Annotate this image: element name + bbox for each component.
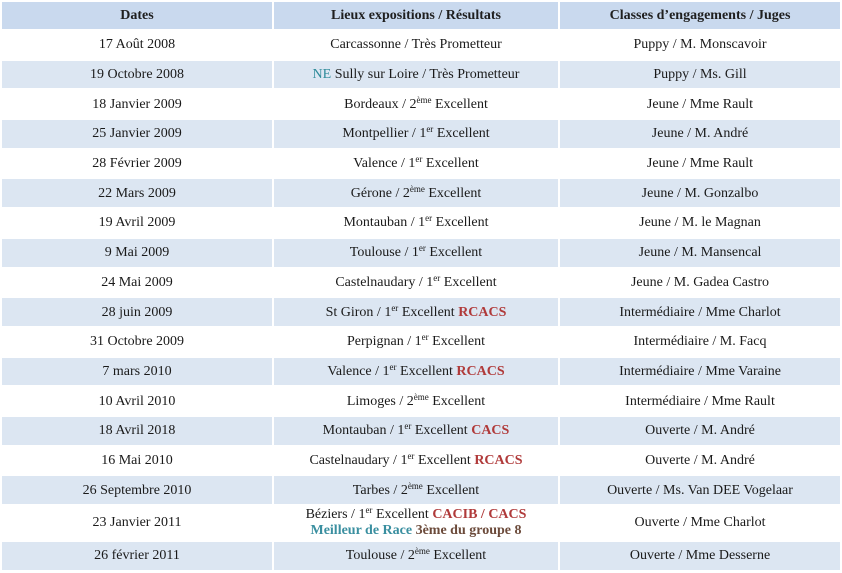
cell-date: 23 Janvier 2011 <box>2 506 272 540</box>
cell-result: Montauban / 1er Excellent <box>274 209 558 237</box>
place-label: Toulouse <box>349 245 401 261</box>
cell-result: Montauban / 1er Excellent CACS <box>274 417 558 445</box>
cell-date: 17 Août 2008 <box>2 31 272 59</box>
cell-class-judge: Jeune / M. André <box>560 120 840 148</box>
title-badge: RCACS <box>456 363 505 379</box>
place-label: Valence <box>327 363 372 379</box>
rank-label: 2 <box>400 482 408 498</box>
cell-date: 7 mars 2010 <box>2 358 272 386</box>
place-label: Perpignan <box>346 334 404 350</box>
rank-suffix: er <box>404 421 412 432</box>
rank-suffix: er <box>389 361 397 372</box>
cell-date: 18 Avril 2018 <box>2 417 272 445</box>
rank-label: 1 <box>358 507 366 522</box>
cell-class-judge: Jeune / Mme Rault <box>560 90 840 118</box>
table-body <box>2 31 840 570</box>
rank-label: 1 <box>397 423 405 439</box>
cell-date: 28 juin 2009 <box>2 298 272 326</box>
rank-label: 1 <box>400 452 408 468</box>
cell-date: 19 Avril 2009 <box>2 209 272 237</box>
cell-date: 10 Avril 2010 <box>2 387 272 415</box>
cell-result: Valence / 1er Excellent <box>274 150 558 178</box>
table-row <box>2 506 840 540</box>
table-row <box>2 358 840 386</box>
rank-suffix: er <box>426 124 434 135</box>
cell-date: 31 Octobre 2009 <box>2 328 272 356</box>
rank-suffix: er <box>418 243 426 254</box>
rank-label: 2 <box>407 548 415 564</box>
table-row <box>2 209 840 237</box>
table-row <box>2 90 840 118</box>
place-label: Montpellier <box>342 126 409 142</box>
cell-class-judge: Jeune / M. Gadea Castro <box>560 269 840 297</box>
place-label: Béziers <box>305 507 348 522</box>
place-label: Sully sur Loire <box>334 67 419 83</box>
cell-class-judge: Ouverte / Mme Desserne <box>560 542 840 570</box>
place-label: Castelnaudary <box>309 452 390 468</box>
rank-label: 1 <box>419 126 427 142</box>
header-dates: Dates <box>2 2 272 29</box>
place-label: Castelnaudary <box>335 274 416 290</box>
result-label: Excellent <box>401 304 455 320</box>
cell-class-judge: Intermédiaire / Mme Varaine <box>560 358 840 386</box>
cell-result: Toulouse / 1er Excellent <box>274 239 558 267</box>
cell-date: 16 Mai 2010 <box>2 447 272 475</box>
result-label: Excellent <box>428 185 482 201</box>
result-label: Excellent <box>425 156 479 172</box>
rank-suffix: er <box>433 272 441 283</box>
cell-result: Perpignan / 1er Excellent <box>274 328 558 356</box>
cell-date: 18 Janvier 2009 <box>2 90 272 118</box>
place-label: Valence <box>353 156 398 172</box>
cell-result: Valence / 1er Excellent RCACS <box>274 358 558 386</box>
header-lieux: Lieux expositions / Résultats <box>274 2 558 29</box>
rank-label: 1 <box>414 334 422 350</box>
result-label: Excellent <box>433 548 487 564</box>
cell-class-judge: Ouverte / M. André <box>560 417 840 445</box>
title-badge: RCACS <box>474 452 523 468</box>
rank-label: 1 <box>384 304 392 320</box>
result-label: Très Prometteur <box>411 37 502 53</box>
cell-result: Béziers / 1er Excellent CACIB / CACS Meilleur de Race 3ème du groupe 8 <box>274 506 558 540</box>
result-label: Très Prometteur <box>429 67 520 83</box>
cell-class-judge: Intermédiaire / M. Facq <box>560 328 840 356</box>
cell-date: 24 Mai 2009 <box>2 269 272 297</box>
table-row <box>2 150 840 178</box>
cell-class-judge: Ouverte / Ms. Van DEE Vogelaar <box>560 476 840 504</box>
cell-result: NE Sully sur Loire / Très Prometteur <box>274 61 558 89</box>
cell-class-judge: Puppy / M. Monscavoir <box>560 31 840 59</box>
cell-result: Castelnaudary / 1er Excellent RCACS <box>274 447 558 475</box>
table-row <box>2 179 840 207</box>
prefix-label: NE <box>312 67 332 83</box>
cell-result: Limoges / 2ème Excellent <box>274 387 558 415</box>
result-label: Excellent <box>375 507 429 522</box>
rank-suffix: ème <box>413 391 429 402</box>
rank-label: 1 <box>426 274 434 290</box>
group-rank-label: 3ème du groupe 8 <box>415 523 522 538</box>
place-label: St Giron <box>325 304 374 320</box>
rank-suffix: er <box>365 505 373 515</box>
header-classes: Classes d’engagements / Juges <box>560 2 840 29</box>
rank-suffix: ème <box>416 94 432 105</box>
place-label: Montauban <box>343 215 408 231</box>
result-label: Excellent <box>432 334 486 350</box>
cell-class-judge: Jeune / M. le Magnan <box>560 209 840 237</box>
table-row <box>2 476 840 504</box>
cell-date: 19 Octobre 2008 <box>2 61 272 89</box>
table-row <box>2 447 840 475</box>
cell-class-judge: Puppy / Ms. Gill <box>560 61 840 89</box>
rank-suffix: er <box>421 332 429 343</box>
place-label: Bordeaux <box>344 96 399 112</box>
cell-class-judge: Ouverte / Mme Charlot <box>560 506 840 540</box>
rank-label: 1 <box>382 363 390 379</box>
rank-suffix: er <box>415 154 423 165</box>
table-row <box>2 387 840 415</box>
cell-date: 26 Septembre 2010 <box>2 476 272 504</box>
title-badge: CACS <box>471 423 510 439</box>
cell-result: Bordeaux / 2ème Excellent <box>274 90 558 118</box>
title-badge: CACIB / CACS <box>432 507 527 522</box>
result-label: Excellent <box>436 126 490 142</box>
best-of-breed-label: Meilleur de Race <box>310 523 413 538</box>
result-label: Excellent <box>435 215 489 231</box>
cell-result: Toulouse / 2ème Excellent <box>274 542 558 570</box>
cell-class-judge: Ouverte / M. André <box>560 447 840 475</box>
cell-result: Carcassonne / Très Prometteur <box>274 31 558 59</box>
cell-result: Gérone / 2ème Excellent <box>274 179 558 207</box>
table-row <box>2 61 840 89</box>
result-label: Excellent <box>434 96 488 112</box>
cell-date: 26 février 2011 <box>2 542 272 570</box>
rank-suffix: ème <box>409 183 425 194</box>
cell-date: 9 Mai 2009 <box>2 239 272 267</box>
title-badge: RCACS <box>458 304 507 320</box>
result-label: Excellent <box>429 245 483 261</box>
cell-result: Castelnaudary / 1er Excellent <box>274 269 558 297</box>
cell-class-judge: Intermédiaire / Mme Charlot <box>560 298 840 326</box>
place-label: Gérone <box>350 185 392 201</box>
place-label: Montauban <box>322 423 387 439</box>
rank-suffix: er <box>407 450 415 461</box>
rank-suffix: er <box>425 213 433 224</box>
place-label: Toulouse <box>345 548 397 564</box>
rank-label: 1 <box>408 156 416 172</box>
rank-label: 2 <box>406 393 414 409</box>
result-label: Excellent <box>400 363 453 379</box>
rank-label: 1 <box>411 245 419 261</box>
header-row <box>2 2 840 29</box>
result-label: Excellent <box>414 423 468 439</box>
result-label: Excellent <box>426 482 480 498</box>
cell-date: 25 Janvier 2009 <box>2 120 272 148</box>
cell-result: Montpellier / 1er Excellent <box>274 120 558 148</box>
cell-class-judge: Jeune / M. Gonzalbo <box>560 179 840 207</box>
table-row <box>2 542 840 570</box>
table-row <box>2 328 840 356</box>
place-label: Carcassonne <box>330 37 402 53</box>
rank-suffix: er <box>391 302 399 313</box>
place-label: Limoges <box>346 393 396 409</box>
cell-class-judge: Jeune / Mme Rault <box>560 150 840 178</box>
cell-result: Tarbes / 2ème Excellent <box>274 476 558 504</box>
rank-suffix: ème <box>407 480 423 491</box>
table-row <box>2 417 840 445</box>
result-label: Excellent <box>417 452 471 468</box>
rank-label: 1 <box>418 215 426 231</box>
table-row <box>2 269 840 297</box>
result-label: Excellent <box>443 274 497 290</box>
cell-class-judge: Intermédiaire / Mme Rault <box>560 387 840 415</box>
result-label: Excellent <box>432 393 486 409</box>
cell-result: St Giron / 1er Excellent RCACS <box>274 298 558 326</box>
rank-suffix: ème <box>414 546 430 557</box>
table-row <box>2 239 840 267</box>
cell-class-judge: Jeune / M. Mansencal <box>560 239 840 267</box>
table-row <box>2 31 840 59</box>
table-row <box>2 298 840 326</box>
rank-label: 2 <box>409 96 417 112</box>
table-row <box>2 120 840 148</box>
cell-date: 22 Mars 2009 <box>2 179 272 207</box>
place-label: Tarbes <box>352 482 390 498</box>
cell-date: 28 Février 2009 <box>2 150 272 178</box>
rank-label: 2 <box>402 185 410 201</box>
